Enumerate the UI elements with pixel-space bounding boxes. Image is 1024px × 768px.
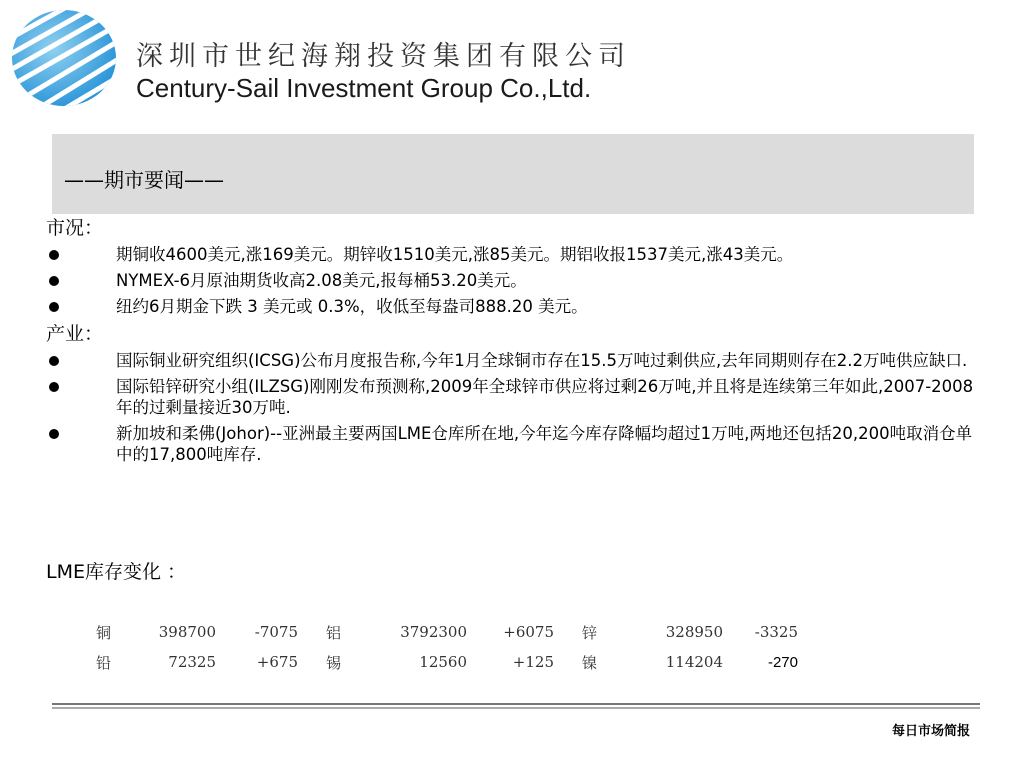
list-item bbox=[46, 296, 986, 317]
globe-logo-icon bbox=[10, 8, 118, 108]
change-value: +6075 bbox=[503, 623, 554, 641]
bullet-icon bbox=[49, 429, 59, 439]
bullet-icon bbox=[49, 302, 59, 312]
list-item bbox=[46, 270, 986, 291]
table-row bbox=[88, 617, 798, 647]
stock-value: 328950 bbox=[665, 623, 723, 641]
lme-inventory-title: LME库存变化 ： bbox=[46, 561, 187, 583]
section-heading-market: 市况： bbox=[46, 217, 104, 239]
list-item-text: NYMEX-6月原油期货收高2.08美元,报每桶53.20美元。 bbox=[116, 271, 527, 290]
table-row bbox=[88, 647, 798, 677]
lme-inventory-table bbox=[88, 617, 798, 677]
change-value: -7075 bbox=[254, 623, 298, 641]
change-value: -270 bbox=[767, 653, 798, 671]
list-item bbox=[46, 350, 986, 371]
stock-value: 114204 bbox=[665, 653, 723, 671]
bullet-icon bbox=[49, 276, 59, 286]
news-banner bbox=[52, 134, 974, 214]
metal-name: 铜 bbox=[96, 623, 112, 642]
list-item-text: 国际铅锌研究小组(ILZSG)刚刚发布预测称,2009年全球锌市供应将过剩26万吨,并且将是连续第三年如此,2007-2008年的过剩量接近30万吨. bbox=[116, 377, 974, 417]
company-name-cn: 深圳市世纪海翔投资集团有限公司 bbox=[136, 41, 631, 72]
list-item-text: 纽约6月期金下跌 3 美元或 0.3%，收低至每盎司888.20 美元。 bbox=[116, 297, 588, 316]
stock-value: 12560 bbox=[419, 653, 467, 671]
list-item-text: 期铜收4600美元,涨169美元。期锌收1510美元,涨85美元。期铝收报1537美元,涨43美元。 bbox=[116, 245, 794, 264]
metal-name: 锌 bbox=[582, 623, 598, 642]
bullet-icon bbox=[49, 250, 59, 260]
list-item-text: 新加坡和柔佛(Johor)--亚洲最主要两国LME仓库所在地,今年迄今库存降幅均超过1万吨,两地还包括20,200吨取消仓单中的17,800吨库存. bbox=[116, 424, 973, 464]
bullet-icon bbox=[49, 382, 59, 392]
bullet-icon bbox=[49, 356, 59, 366]
news-content bbox=[46, 216, 986, 470]
industry-list bbox=[46, 350, 986, 465]
metal-name: 铝 bbox=[326, 623, 342, 642]
metal-name: 镍 bbox=[582, 653, 598, 672]
market-list bbox=[46, 244, 986, 317]
list-item bbox=[46, 244, 986, 265]
footer-title: 每日市场简报 bbox=[891, 724, 970, 739]
metal-name: 铅 bbox=[96, 653, 112, 672]
stock-value: 398700 bbox=[158, 623, 216, 641]
change-value: +125 bbox=[512, 653, 554, 671]
section-heading-industry: 产业： bbox=[46, 323, 104, 345]
company-name-en: Century-Sail Investment Group Co.,Ltd. bbox=[136, 73, 592, 103]
change-value: +675 bbox=[256, 653, 298, 671]
change-value: -3325 bbox=[754, 623, 798, 641]
stock-value: 72325 bbox=[168, 653, 216, 671]
list-item bbox=[46, 376, 986, 418]
footer-divider bbox=[52, 703, 980, 709]
banner-title: ——期市要闻—— bbox=[64, 168, 224, 192]
metal-name: 锡 bbox=[326, 653, 342, 672]
stock-value: 3792300 bbox=[400, 623, 467, 641]
list-item bbox=[46, 423, 986, 465]
list-item-text: 国际铜业研究组织(ICSG)公布月度报告称,今年1月全球铜市存在15.5万吨过剩供应,去年同期则存在2.2万吨供应缺口. bbox=[116, 351, 968, 370]
